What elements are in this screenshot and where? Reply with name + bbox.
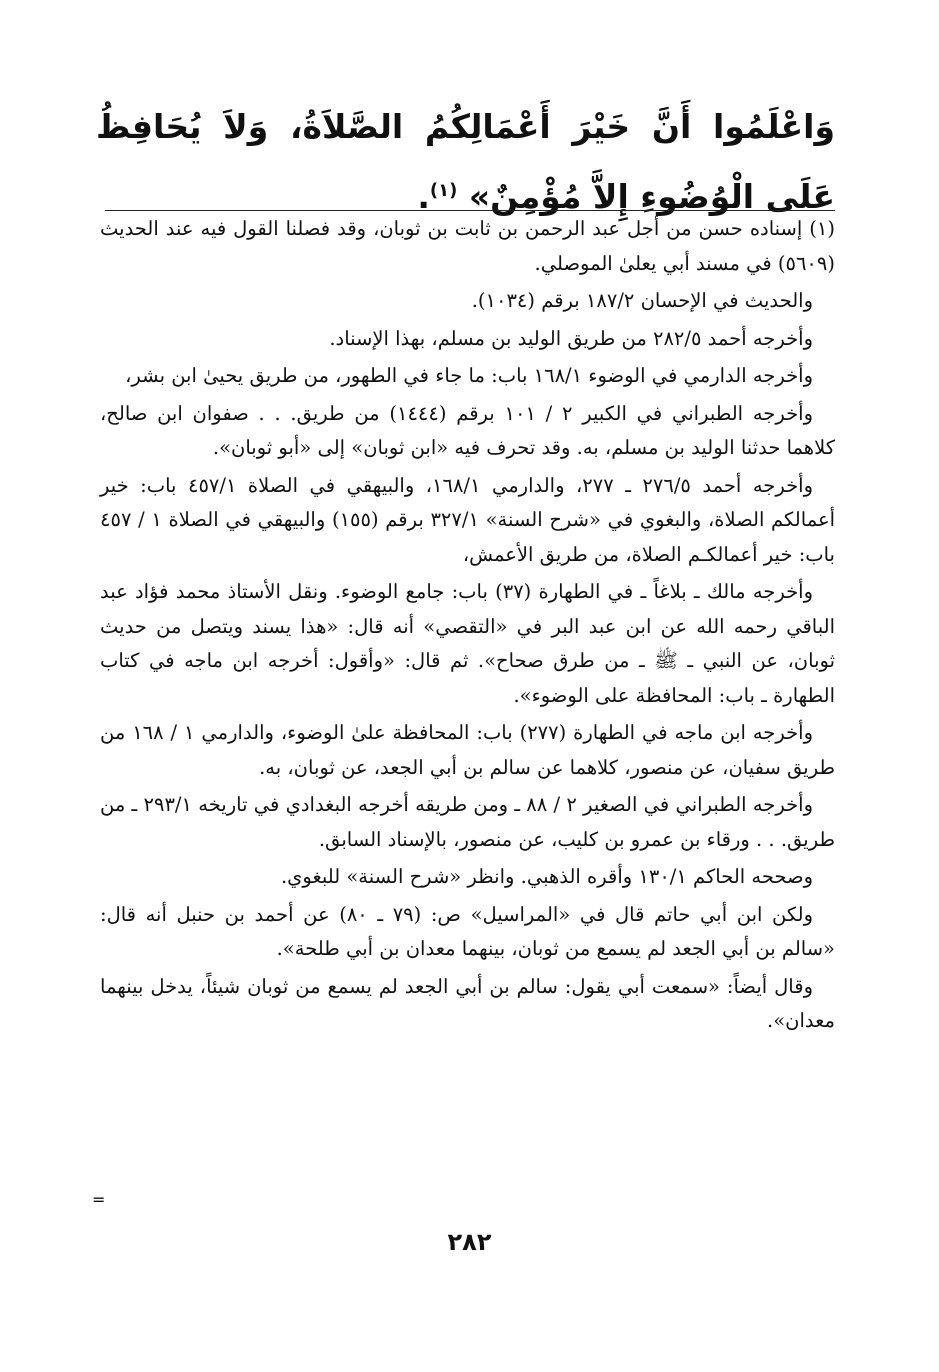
hadith-end-mark: . (417, 177, 430, 216)
footnote-separator-line (105, 210, 835, 211)
footnote-paragraph: والحديث في الإحسان ١٨٧/٢ برقم (١٠٣٤). (471, 289, 813, 312)
footnote-reference: (١) (429, 180, 458, 201)
footnote-paragraph: وصححه الحاكم ١٣٠/١ وأقره الذهبي. وانظر «شرح السنة» للبغوي. (280, 865, 813, 888)
footnote-paragraph: وأخرجه الطبراني في الصغير ٢ / ٨٨ ـ ومن طريقه أخرجه البغدادي في تاريخه ٢٩٣/١ ـ من طريق. . . ورقاء بن عمرو بن كليب، عن منصور، بالإسناد السابق. (100, 793, 835, 851)
footnote-paragraph: (١) إسناده حسن من أجل عبد الرحمن بن ثابت بن ثوبان، وقد فصلنا القول فيه عند الحديث (٥٦٠٩) في مسند أبي يعلىٰ الموصلي. (100, 217, 835, 275)
footnote-paragraph: وقال أيضاً: «سمعت أبي يقول: سالم بن أبي الجعد لم يسمع من ثوبان شيئاً، يدخل بينهما معدان». (100, 974, 835, 1032)
footnote-paragraph: وأخرجه أحمد ٢٨٢/٥ من طريق الوليد بن مسلم، بهذا الإسناد. (329, 326, 813, 350)
hadith-body: وَاعْلَمُوا أَنَّ خَيْرَ أَعْمَالِكُمُ الصَّلاَةُ، وَلاَ يُحَافِظُ عَلَى الْوُضُوءِ إِلاَّ مُؤْمِنٌ» (96, 107, 835, 216)
footnote-paragraph: ولكن ابن أبي حاتم قال في «المراسيل» ص: (٧٩ ـ ٨٠) عن أحمد بن حنبل أنه قال: «سالم بن أبي الجعد لم يسمع من ثوبان، بينهما معدان بن أبي طلحة». (100, 902, 835, 960)
footnote-block (100, 212, 835, 1042)
footnote-paragraph: وأخرجه الدارمي في الوضوء ١٦٨/١ باب: ما جاء في الطهور، من طريق يحيىٰ ابن بشر، (125, 364, 813, 387)
continuation-mark: = (92, 1190, 106, 1209)
footnote-paragraph: وأخرجه الطبراني في الكبير ٢ / ١٠١ برقم (١٤٤٤) من طريق. . . صفوان ابن صالح، كلاهما حدثنا الوليد بن مسلم، به. وقد تحرف فيه «ابن ثوبان» إلى «أبو ثوبان». (100, 401, 835, 459)
footnote-paragraph: وأخرجه مالك ـ بلاغاً ـ في الطهارة (٣٧) باب: جامع الوضوء. ونقل الأستاذ محمد فؤاد عبد الباقي رحمه الله عن ابن عبد البر في «التقصي» أنه قال: «هذا يسند ويتصل من حديث ثوبان، عن النبي ـ ﷺ ـ من طرق صحاح». ثم قال: «وأقول: أخرجه ابن ماجه في كتاب الطهارة ـ باب: المحافظة على الوضوء». (100, 580, 835, 707)
page-number: ٢٨٢ (447, 1228, 492, 1256)
footnote-paragraph: وأخرجه ابن ماجه في الطهارة (٢٧٧) باب: المحافظة علىٰ الوضوء، والدارمي ١ / ١٦٨ من طريق سفيان، عن منصور، كلاهما عن سالم بن أبي الجعد، عن ثوبان، به. (100, 721, 835, 779)
hadith-text (96, 92, 835, 232)
footnote-paragraph: وأخرجه أحمد ٢٧٦/٥ ـ ٢٧٧، والدارمي ١٦٨/١، والبيهقي في الصلاة ٤٥٧/١ باب: خير أعمالكم الصلاة، والبغوي في «شرح السنة» ٣٢٧/١ برقم (١٥٥) والبيهقي في الصلاة ١ / ٤٥٧ باب: خير أعمالكـم الصلاة، من طريق الأعمش، (100, 473, 836, 566)
